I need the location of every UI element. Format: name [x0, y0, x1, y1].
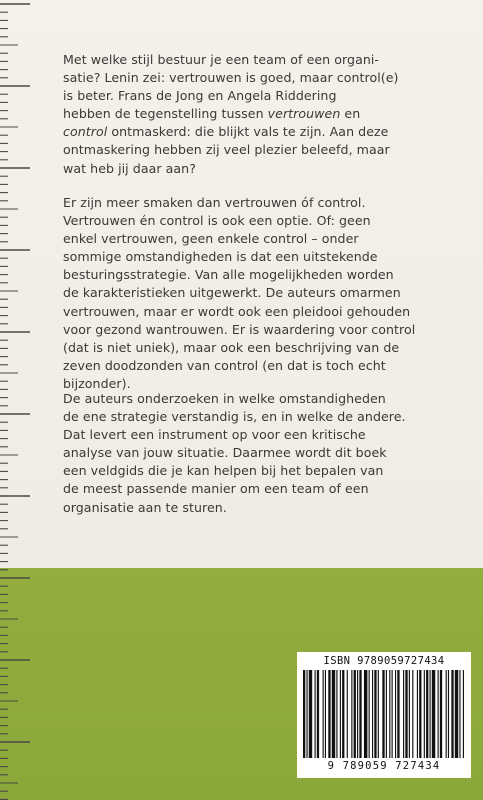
barcode-bar: [451, 670, 453, 758]
barcode-bar: [323, 670, 324, 758]
barcode-bar: [459, 670, 460, 758]
barcode-bar: [359, 670, 361, 758]
barcode-bar: [440, 670, 442, 758]
barcode-bar: [303, 670, 305, 758]
ean-digits: 9 789059 727434: [327, 760, 441, 772]
ruler-edge: [0, 0, 36, 800]
barcode-bar: [382, 670, 384, 758]
text-line: de meest passende manier om een team of een: [63, 481, 369, 497]
barcode-bar: [328, 670, 330, 758]
barcode-bars: [301, 670, 467, 758]
barcode-bar: [332, 670, 335, 758]
barcode-bar: [347, 670, 348, 758]
text-line: enkel vertrouwen, geen enkele control – onder: [63, 231, 359, 247]
blurb-paragraph-1: [63, 51, 443, 178]
barcode-bar: [389, 670, 390, 758]
barcode-bar: [342, 670, 344, 758]
barcode-bar: [317, 670, 319, 758]
barcode-bar: [438, 670, 439, 758]
text-line: Er zijn meer smaken dan vertrouwen óf control.: [63, 195, 366, 210]
barcode-bar: [378, 670, 379, 758]
barcode-bar: [403, 670, 404, 758]
barcode-bar: [412, 670, 413, 758]
text-run: en: [340, 106, 361, 122]
barcode-bar: [386, 670, 387, 758]
barcode-bar: [409, 670, 410, 758]
barcode-bar: [446, 670, 447, 758]
barcode-bar: [392, 670, 393, 758]
barcode-bar: [336, 670, 337, 758]
text-line: wat heb jij daar aan?: [63, 160, 196, 176]
text-line: vertrouwen, maar er wordt ook een pleidooi gehouden: [63, 303, 411, 319]
text-run: ontmaskerd: die blijkt vals te zijn. Aan deze: [107, 124, 389, 140]
barcode-bar: [417, 670, 418, 758]
barcode-bar: [306, 670, 307, 758]
barcode-bar: [405, 670, 407, 758]
text-line: organisatie aan te sturen.: [63, 499, 227, 515]
text-line: de ene strategie verstandig is, en in welke de andere.: [63, 409, 406, 425]
text-line: zeven doodzonden van control (en dat is toch echt: [63, 357, 386, 373]
barcode-bar: [357, 670, 358, 758]
barcode-bar: [372, 670, 373, 758]
barcode-bar: [374, 670, 376, 758]
blurb-paragraph-3: [63, 390, 443, 517]
text-line: satie? Lenin zei: vertrouwen is goed, maar control(e): [63, 70, 399, 86]
text-line: Vertrouwen én control is ook een optie. Of: geen: [63, 213, 371, 229]
text-line: een veldgids die je kan helpen bij het bepalen van: [63, 463, 384, 479]
text-line: bijzonder).: [63, 375, 131, 391]
barcode-bar: [455, 670, 458, 758]
barcode-bar: [354, 670, 356, 758]
text-line: sommige omstandigheden is dat een uitstekende: [63, 249, 378, 265]
barcode-bar: [424, 670, 425, 758]
barcode-bar: [369, 670, 370, 758]
text-line: [63, 123, 443, 141]
text-line: voor gezond wantrouwen. Er is waardering voor control: [63, 321, 416, 337]
text-line: analyse van jouw situatie. Daarmee wordt dit boek: [63, 445, 387, 461]
text-line: (dat is niet uniek), maar ook een beschrijving van de: [63, 339, 400, 355]
barcode-bar: [448, 670, 449, 758]
text-line: de karakteristieken uitgewerkt. De auteurs omarmen: [63, 285, 401, 301]
text-line: Met welke stijl bestuur je een team of een organi-: [63, 52, 380, 67]
ruler-ticks: [0, 0, 36, 800]
italic-term-vertrouwen: vertrouwen: [267, 106, 341, 122]
text-line: ontmaskering hebben zij veel plezier beleefd, maar: [63, 142, 390, 158]
text-line: [63, 105, 443, 123]
barcode-bar: [426, 670, 428, 758]
barcode-label: [297, 652, 471, 778]
text-line: besturingsstrategie. Van alle mogelijkheden worden: [63, 267, 394, 283]
barcode-bar: [309, 670, 312, 758]
barcode-bar: [463, 670, 464, 758]
barcode-bar: [315, 670, 316, 758]
text-line: De auteurs onderzoeken in welke omstandigheden: [63, 391, 386, 406]
barcode-bar: [432, 670, 435, 758]
barcode-bar: [340, 670, 341, 758]
italic-term-control: control: [63, 124, 108, 140]
barcode-bar: [395, 670, 396, 758]
barcode-bar: [351, 670, 352, 758]
isbn-number: ISBN 9789059727434: [323, 655, 445, 667]
barcode-bar: [419, 670, 421, 758]
barcode-bar: [364, 670, 367, 758]
text-line: Dat levert een instrument op voor een kritische: [63, 427, 366, 443]
barcode-bar: [325, 670, 326, 758]
barcode-bar: [430, 670, 431, 758]
text-run: hebben de tegenstelling tussen: [63, 106, 268, 122]
text-line: is beter. Frans de Jong en Angela Riddering: [63, 88, 337, 104]
barcode-bar: [397, 670, 399, 758]
blurb-paragraph-2: [63, 194, 443, 393]
